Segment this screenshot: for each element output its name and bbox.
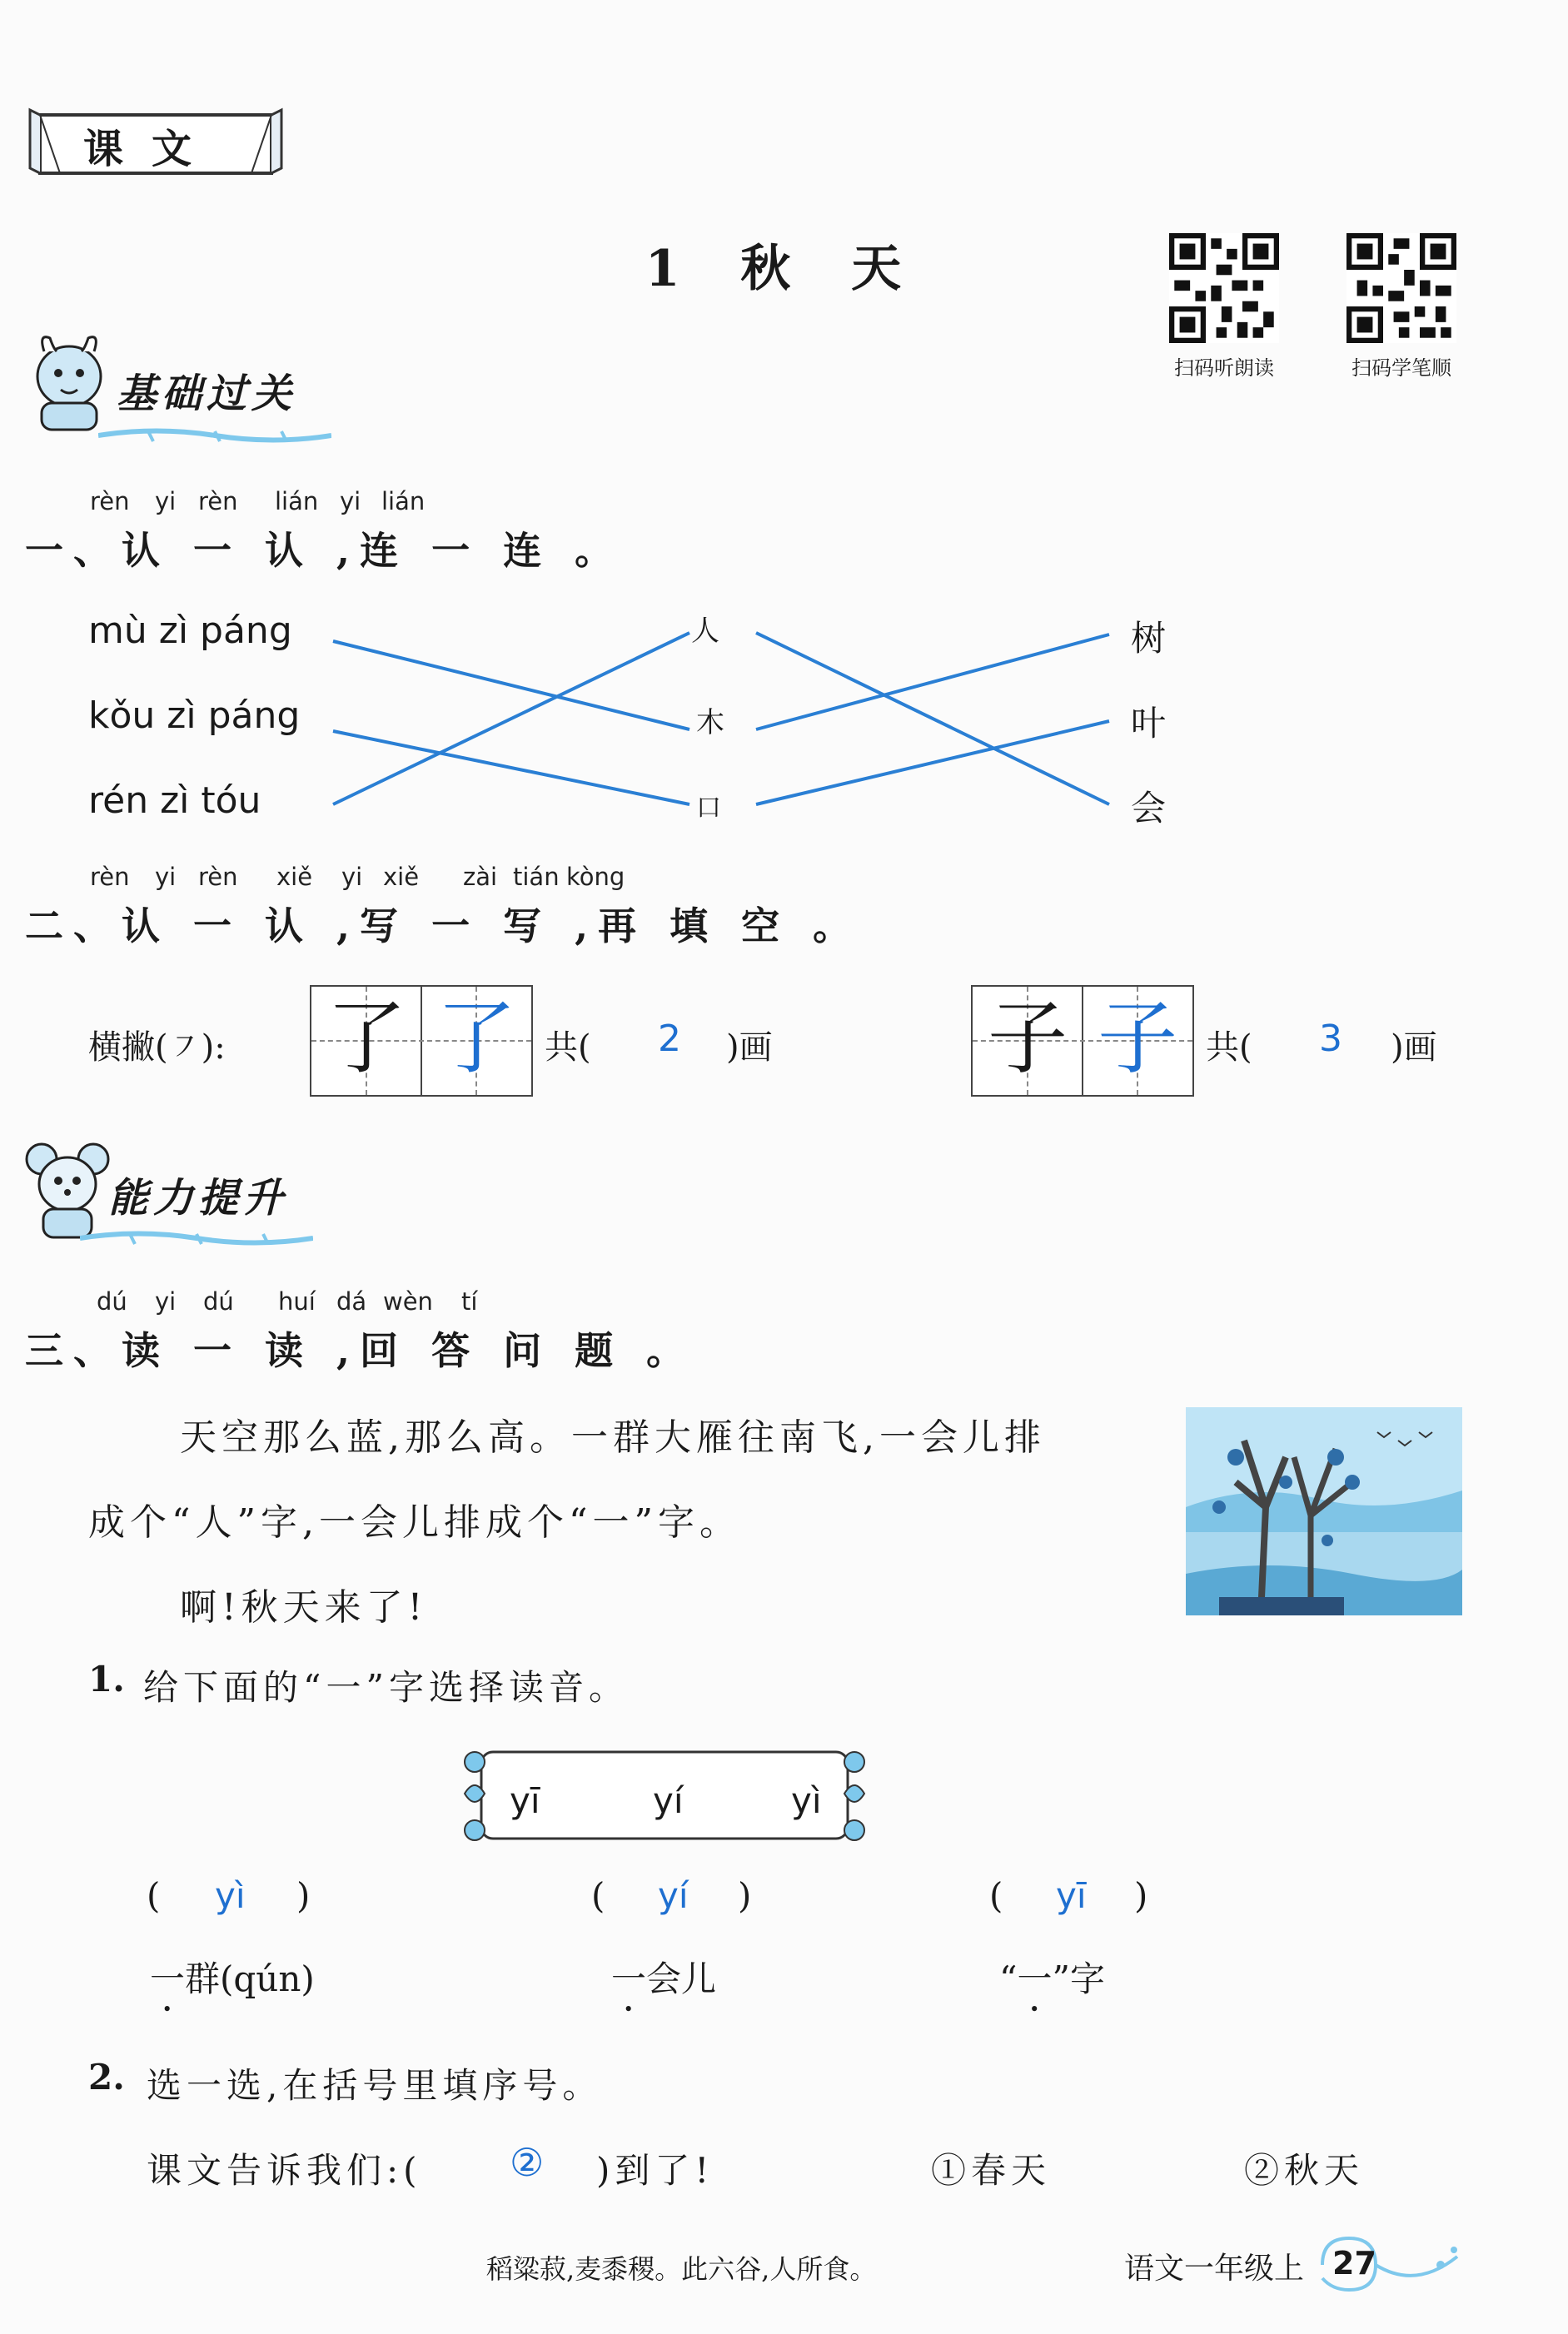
phrase-3 <box>999 1952 1105 2019</box>
pinyin-q3-3: dú <box>203 1287 234 1316</box>
passage-line: 啊!秋天来了! <box>180 1586 428 1629</box>
pinyin-q2-8: tián <box>513 863 560 891</box>
match-left-item: rén zì tóu <box>88 779 261 822</box>
pinyin-q3-6: wèn <box>383 1287 433 1316</box>
qr-caption-strokes: 扫码学笔顺 <box>1351 356 1451 380</box>
pinyin-q3-4: huí <box>278 1287 316 1316</box>
match-line <box>756 635 1109 729</box>
page-number: 27 <box>1332 2245 1376 2282</box>
dotted-char: 一 <box>150 1958 186 1999</box>
pinyin-q1-5: yi <box>340 487 361 515</box>
match-line <box>333 633 689 804</box>
pinyin-q3-7: tí <box>461 1287 478 1316</box>
pinyin-q2-5: yi <box>341 863 363 891</box>
pinyin-q2-1: rèn <box>90 863 130 891</box>
pinyin-q1-3: rèn <box>198 487 238 515</box>
fill-stem: 课文告诉我们:( <box>147 2150 422 2191</box>
match-middle-item: 口 <box>696 794 721 823</box>
section-title-basic: 基础过关 <box>117 371 297 417</box>
choice-answer[interactable]: ② <box>510 2140 545 2185</box>
pinyin-q1-6: lián <box>381 487 426 515</box>
model-char: 了 <box>326 992 406 1085</box>
pinyin-q2-2: yi <box>155 863 177 891</box>
option-tone: yī <box>510 1780 540 1821</box>
answer-open-paren: ( <box>591 1875 605 1916</box>
section-title-advanced: 能力提升 <box>108 1175 289 1222</box>
passage-line: 成个“人”字,一会儿排成个“一”字。 <box>88 1501 741 1544</box>
option-tone: yí <box>653 1780 684 1821</box>
lesson-label: 课文 <box>83 126 221 172</box>
stroke-label: 横撇(㇇): <box>88 1028 226 1067</box>
option-tone: yì <box>791 1780 822 1821</box>
pinyin-q2-9: kòng <box>566 863 625 891</box>
dotted-char: 一 <box>1017 1958 1053 1999</box>
question-2-heading: 二、认 一 认 ,写 一 写 ,再 填 空 。 <box>25 903 862 948</box>
footer-proverb: 稻粱菽,麦黍稷。此六谷,人所食。 <box>486 2253 877 2285</box>
phrase-rest: 群(qún) <box>185 1958 315 1999</box>
match-line <box>756 633 1109 804</box>
goat-mascot-icon <box>23 326 115 435</box>
pinyin-q2-4: xiě <box>276 863 313 891</box>
lesson-title: 1 秋 天 <box>645 240 923 298</box>
writing-grid <box>310 985 533 1097</box>
fill-stem-end: )到了! <box>596 2150 714 2191</box>
qr-code-icon[interactable] <box>1346 233 1456 343</box>
answer-close-paren: ) <box>296 1875 311 1916</box>
ribbon-decoration <box>80 1226 313 1251</box>
count-suffix: )画 <box>1391 1028 1437 1067</box>
match-middle-item: 木 <box>696 706 724 739</box>
pinyin-q2-7: zài <box>463 863 498 891</box>
subquestion-text: 选一选,在括号里填序号。 <box>147 2065 603 2106</box>
phrase-open-quote: “ <box>999 1958 1018 1999</box>
count-prefix: 共( <box>1206 1028 1252 1067</box>
passage-line: 天空那么蓝,那么高。一群大雁往南飞,一会儿排 <box>180 1416 1046 1459</box>
answer-open-paren: ( <box>147 1875 161 1916</box>
pinyin-q1-1: rèn <box>90 487 130 515</box>
phrase-2 <box>611 1952 716 2019</box>
answer-close-paren: ) <box>738 1875 752 1916</box>
tone-answer[interactable]: yī <box>1056 1875 1087 1916</box>
tone-answer[interactable]: yì <box>215 1875 246 1916</box>
pinyin-q3-5: dá <box>336 1287 367 1316</box>
tone-answer[interactable]: yí <box>658 1875 689 1916</box>
subquestion-number: 2. <box>88 2057 125 2098</box>
match-right-item: 树 <box>1131 618 1167 659</box>
match-left-item: mù zì páng <box>88 610 292 652</box>
written-char[interactable]: 子 <box>1098 992 1177 1085</box>
phrase-rest: ”字 <box>1052 1958 1105 1999</box>
pinyin-q3-2: yi <box>155 1287 177 1316</box>
phrase-1 <box>150 1952 315 2019</box>
pinyin-q2-6: xiě <box>383 863 420 891</box>
count-prefix: 共( <box>545 1028 591 1067</box>
written-char[interactable]: 了 <box>436 992 516 1085</box>
qr-code-icon[interactable] <box>1169 233 1279 343</box>
match-line <box>756 721 1109 804</box>
writing-grid <box>971 985 1194 1097</box>
subquestion-number: 1. <box>88 1659 125 1699</box>
match-line <box>333 641 689 729</box>
pinyin-q3-1: dú <box>97 1287 127 1316</box>
question-1-heading: 一、认 一 认 ,连 一 连 。 <box>25 528 624 573</box>
match-line <box>333 731 689 804</box>
choice-option-2: ②秋天 <box>1244 2150 1365 2191</box>
choice-option-1: ①春天 <box>931 2150 1052 2191</box>
autumn-illustration <box>1186 1407 1462 1615</box>
pinyin-q1-2: yi <box>155 487 177 515</box>
answer-open-paren: ( <box>989 1875 1003 1916</box>
subquestion-text: 给下面的“一”字选择读音。 <box>143 1667 629 1708</box>
answer-close-paren: ) <box>1134 1875 1148 1916</box>
phrase-rest: 会儿 <box>646 1958 717 1999</box>
match-middle-item: 人 <box>691 615 719 648</box>
pinyin-q2-3: rèn <box>198 863 238 891</box>
question-3-heading: 三、读 一 读 ,回 答 问 题 。 <box>25 1328 695 1373</box>
stroke-count-answer[interactable]: 3 <box>1319 1018 1342 1060</box>
match-left-item: kǒu zì páng <box>88 694 301 737</box>
match-right-item: 叶 <box>1131 703 1167 744</box>
footer-book-title: 语文一年级上 <box>1124 2252 1305 2286</box>
model-char: 子 <box>988 992 1068 1085</box>
dotted-char: 一 <box>611 1958 647 1999</box>
ribbon-decoration <box>98 423 331 448</box>
stroke-count-answer[interactable]: 2 <box>658 1018 681 1060</box>
pinyin-q1-4: lián <box>275 487 319 515</box>
count-suffix: )画 <box>726 1028 773 1067</box>
qr-caption-listen: 扫码听朗读 <box>1174 356 1274 380</box>
match-right-item: 会 <box>1131 788 1167 829</box>
